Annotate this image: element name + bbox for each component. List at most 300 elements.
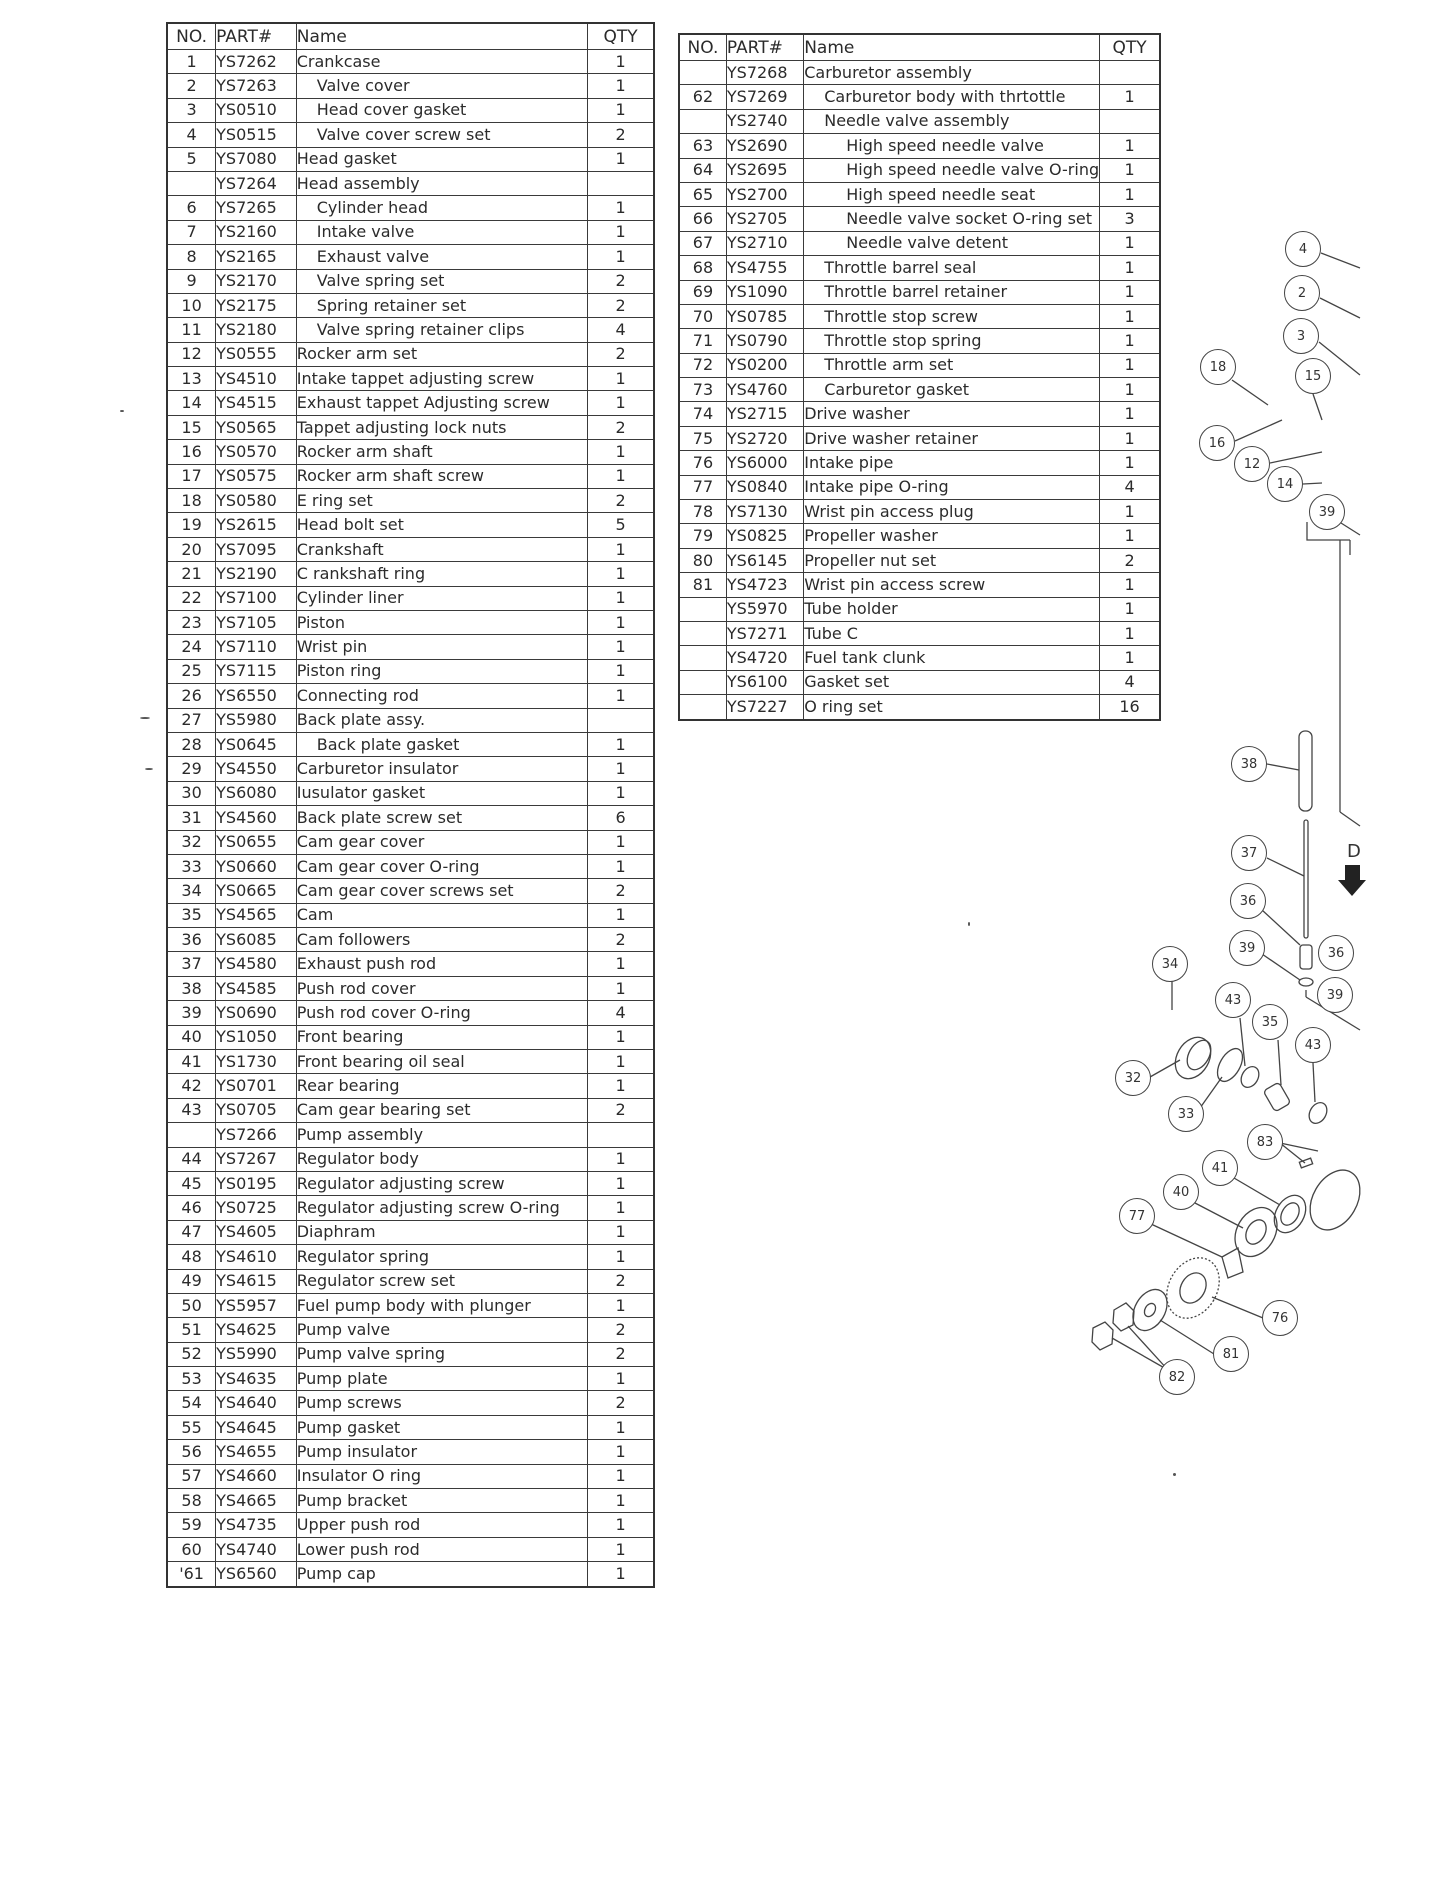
- part-quantity: [588, 171, 654, 195]
- callout-bubble: 18: [1200, 349, 1236, 385]
- part-number-index: 75: [679, 426, 726, 450]
- table-row: [679, 182, 1160, 206]
- part-quantity: 3: [1100, 207, 1160, 231]
- part-number-index: 55: [167, 1415, 216, 1439]
- scan-speck: [140, 717, 150, 719]
- part-quantity: 1: [588, 147, 654, 171]
- part-name: Cam gear cover: [296, 830, 587, 854]
- header-no: NO.: [679, 34, 726, 61]
- table-row: [679, 573, 1160, 597]
- part-name: Regulator adjusting screw O-ring: [296, 1196, 587, 1220]
- part-quantity: 1: [588, 610, 654, 634]
- table-row: [167, 1464, 654, 1488]
- part-quantity: 4: [1100, 475, 1160, 499]
- part-number: YS0840: [726, 475, 803, 499]
- table-row: [167, 1489, 654, 1513]
- part-name: Pump bracket: [296, 1489, 587, 1513]
- part-number: YS7268: [726, 61, 803, 85]
- table-row: [679, 61, 1160, 85]
- part-quantity: 1: [588, 1196, 654, 1220]
- part-quantity: 2: [588, 879, 654, 903]
- part-number: YS2740: [726, 109, 803, 133]
- part-name: Fuel tank clunk: [804, 646, 1100, 670]
- part-name: O ring set: [804, 695, 1100, 720]
- table-row: [167, 976, 654, 1000]
- part-quantity: 1: [588, 659, 654, 683]
- part-number: YS7264: [216, 171, 297, 195]
- table-row: [679, 329, 1160, 353]
- part-name: Head bolt set: [296, 513, 587, 537]
- part-quantity: 1: [588, 1415, 654, 1439]
- table-row: [679, 646, 1160, 670]
- part-number: YS4615: [216, 1269, 297, 1293]
- part-number: YS4735: [216, 1513, 297, 1537]
- part-quantity: 1: [588, 245, 654, 269]
- part-quantity: 1: [1100, 280, 1160, 304]
- part-name: Carburetor insulator: [296, 757, 587, 781]
- table-row: [167, 1147, 654, 1171]
- part-quantity: 1: [588, 1513, 654, 1537]
- part-number-index: [679, 61, 726, 85]
- part-name: Regulator body: [296, 1147, 587, 1171]
- part-number-index: 37: [167, 952, 216, 976]
- part-number-index: 38: [167, 976, 216, 1000]
- part-number-index: 64: [679, 158, 726, 182]
- parts-table-right-body: [679, 61, 1160, 720]
- view-label-d: D: [1347, 841, 1361, 862]
- part-name: Fuel pump body with plunger: [296, 1293, 587, 1317]
- part-name: Throttle barrel seal: [804, 256, 1100, 280]
- table-row: [167, 1562, 654, 1587]
- part-name: E ring set: [296, 489, 587, 513]
- table-row: [167, 123, 654, 147]
- part-number: YS0580: [216, 489, 297, 513]
- part-number-index: 59: [167, 1513, 216, 1537]
- callout-bubble: 39: [1309, 494, 1345, 530]
- part-number: YS7265: [216, 196, 297, 220]
- part-quantity: 1: [588, 1245, 654, 1269]
- part-name: Insulator O ring: [296, 1464, 587, 1488]
- callout-bubble: 32: [1115, 1060, 1151, 1096]
- part-name: High speed needle valve O-ring: [804, 158, 1100, 182]
- part-number: YS5957: [216, 1293, 297, 1317]
- part-name: Rocker arm set: [296, 342, 587, 366]
- part-number: YS7263: [216, 74, 297, 98]
- part-quantity: 2: [588, 928, 654, 952]
- part-quantity: 1: [588, 50, 654, 74]
- part-name: Carburetor assembly: [804, 61, 1100, 85]
- callout-bubble: 43: [1295, 1027, 1331, 1063]
- part-number: YS0701: [216, 1074, 297, 1098]
- part-name: Rocker arm shaft: [296, 440, 587, 464]
- part-number-index: [679, 109, 726, 133]
- part-quantity: 1: [1100, 182, 1160, 206]
- scan-speck: [1173, 1473, 1176, 1476]
- part-number: YS7110: [216, 635, 297, 659]
- part-number-index: 50: [167, 1293, 216, 1317]
- part-number-index: 72: [679, 353, 726, 377]
- part-quantity: 1: [1100, 231, 1160, 255]
- part-number: YS4760: [726, 378, 803, 402]
- table-row: [167, 1196, 654, 1220]
- part-number-index: 49: [167, 1269, 216, 1293]
- part-number: YS0575: [216, 464, 297, 488]
- part-number-index: 13: [167, 367, 216, 391]
- part-number-index: 43: [167, 1098, 216, 1122]
- part-number-index: [679, 597, 726, 621]
- part-name: Pump screws: [296, 1391, 587, 1415]
- callout-bubble: 33: [1168, 1096, 1204, 1132]
- table-row: [167, 318, 654, 342]
- part-quantity: 1: [588, 952, 654, 976]
- part-number-index: 63: [679, 134, 726, 158]
- part-quantity: 1: [588, 635, 654, 659]
- table-row: [167, 1440, 654, 1464]
- part-number: YS4755: [726, 256, 803, 280]
- part-number: YS2710: [726, 231, 803, 255]
- part-number-index: 81: [679, 573, 726, 597]
- part-name: Valve cover: [296, 74, 587, 98]
- part-name: Regulator spring: [296, 1245, 587, 1269]
- part-number-index: 3: [167, 98, 216, 122]
- part-number: YS0660: [216, 854, 297, 878]
- table-row: [167, 391, 654, 415]
- table-row: [679, 231, 1160, 255]
- table-row: [679, 207, 1160, 231]
- part-number-index: 18: [167, 489, 216, 513]
- table-row: [679, 134, 1160, 158]
- part-number-index: 5: [167, 147, 216, 171]
- part-number: YS0665: [216, 879, 297, 903]
- table-row: [167, 245, 654, 269]
- part-number-index: 45: [167, 1171, 216, 1195]
- part-quantity: 1: [588, 903, 654, 927]
- part-quantity: 1: [588, 757, 654, 781]
- part-quantity: 1: [588, 537, 654, 561]
- part-number-index: 7: [167, 220, 216, 244]
- part-number-index: 28: [167, 732, 216, 756]
- part-number-index: 67: [679, 231, 726, 255]
- table-row: [167, 513, 654, 537]
- header-qty: QTY: [1100, 34, 1160, 61]
- part-number: YS2690: [726, 134, 803, 158]
- part-number-index: 36: [167, 928, 216, 952]
- callout-bubble: 36: [1318, 935, 1354, 971]
- table-row: [167, 440, 654, 464]
- part-number: YS4665: [216, 1489, 297, 1513]
- part-quantity: 1: [588, 562, 654, 586]
- table-row: [679, 158, 1160, 182]
- part-number: YS6550: [216, 684, 297, 708]
- part-number-index: 22: [167, 586, 216, 610]
- part-number-index: 78: [679, 500, 726, 524]
- table-row: [167, 1391, 654, 1415]
- part-quantity: 1: [588, 1293, 654, 1317]
- part-number: YS2695: [726, 158, 803, 182]
- header-part: PART#: [216, 23, 297, 50]
- table-row: [167, 830, 654, 854]
- part-quantity: 4: [588, 318, 654, 342]
- part-number-index: 30: [167, 781, 216, 805]
- part-number-index: 77: [679, 475, 726, 499]
- part-quantity: 1: [588, 1464, 654, 1488]
- part-number: YS4655: [216, 1440, 297, 1464]
- part-number-index: 68: [679, 256, 726, 280]
- part-name: Intake tappet adjusting screw: [296, 367, 587, 391]
- part-name: Head gasket: [296, 147, 587, 171]
- part-number-index: 39: [167, 1001, 216, 1025]
- table-row: [679, 85, 1160, 109]
- part-quantity: 1: [588, 440, 654, 464]
- part-name: High speed needle seat: [804, 182, 1100, 206]
- part-quantity: 2: [588, 293, 654, 317]
- part-number: YS4550: [216, 757, 297, 781]
- part-name: Rocker arm shaft screw: [296, 464, 587, 488]
- part-number: YS4560: [216, 806, 297, 830]
- part-quantity: [588, 708, 654, 732]
- part-quantity: 1: [588, 196, 654, 220]
- table-row: [167, 1171, 654, 1195]
- part-quantity: 2: [588, 1318, 654, 1342]
- parts-table-right: [678, 33, 1161, 721]
- part-number: YS0195: [216, 1171, 297, 1195]
- part-quantity: 2: [588, 269, 654, 293]
- header-no: NO.: [167, 23, 216, 50]
- part-name: Intake valve: [296, 220, 587, 244]
- part-number: YS2720: [726, 426, 803, 450]
- callout-bubble: 39: [1229, 930, 1265, 966]
- part-quantity: [1100, 61, 1160, 85]
- part-number-index: 20: [167, 537, 216, 561]
- table-row: [679, 256, 1160, 280]
- callout-bubble: 4: [1285, 231, 1321, 267]
- part-number: YS2180: [216, 318, 297, 342]
- part-number-index: 23: [167, 610, 216, 634]
- part-name: Needle valve detent: [804, 231, 1100, 255]
- part-quantity: 1: [588, 976, 654, 1000]
- part-number: YS0825: [726, 524, 803, 548]
- part-name: Regulator adjusting screw: [296, 1171, 587, 1195]
- part-number-index: 14: [167, 391, 216, 415]
- callout-bubble: 82: [1159, 1359, 1195, 1395]
- part-number-index: 76: [679, 451, 726, 475]
- part-name: Cam gear cover O-ring: [296, 854, 587, 878]
- callout-bubble: 41: [1202, 1150, 1238, 1186]
- part-quantity: 1: [588, 220, 654, 244]
- part-number: YS7267: [216, 1147, 297, 1171]
- part-number-index: 32: [167, 830, 216, 854]
- part-name: Pump valve spring: [296, 1342, 587, 1366]
- part-quantity: 1: [588, 1440, 654, 1464]
- part-quantity: 1: [1100, 402, 1160, 426]
- part-quantity: 4: [588, 1001, 654, 1025]
- part-number: YS2170: [216, 269, 297, 293]
- part-number: YS4580: [216, 952, 297, 976]
- part-quantity: 1: [588, 1537, 654, 1561]
- part-name: Rear bearing: [296, 1074, 587, 1098]
- part-name: Tube holder: [804, 597, 1100, 621]
- part-number: YS4605: [216, 1220, 297, 1244]
- callout-bubble: 14: [1267, 466, 1303, 502]
- part-number-index: 47: [167, 1220, 216, 1244]
- table-row: [167, 928, 654, 952]
- table-row: [679, 280, 1160, 304]
- part-number: YS1090: [726, 280, 803, 304]
- part-quantity: 1: [1100, 304, 1160, 328]
- part-number-index: 74: [679, 402, 726, 426]
- part-number: YS2705: [726, 207, 803, 231]
- table-row: [679, 426, 1160, 450]
- table-row: [167, 708, 654, 732]
- part-name: Head assembly: [296, 171, 587, 195]
- table-row: [167, 879, 654, 903]
- part-quantity: 1: [588, 1489, 654, 1513]
- callout-bubble: 43: [1215, 982, 1251, 1018]
- header-qty: QTY: [588, 23, 654, 50]
- part-quantity: 1: [1100, 134, 1160, 158]
- part-number-index: 33: [167, 854, 216, 878]
- part-number: YS4625: [216, 1318, 297, 1342]
- part-quantity: 1: [1100, 158, 1160, 182]
- table-row: [679, 378, 1160, 402]
- table-row: [167, 1269, 654, 1293]
- part-number-index: 56: [167, 1440, 216, 1464]
- part-number: YS7115: [216, 659, 297, 683]
- table-row: [167, 1220, 654, 1244]
- part-quantity: 1: [1100, 573, 1160, 597]
- part-number-index: 62: [679, 85, 726, 109]
- part-name: Front bearing: [296, 1025, 587, 1049]
- callout-bubble: 35: [1252, 1004, 1288, 1040]
- part-name: Valve cover screw set: [296, 123, 587, 147]
- part-name: Carburetor gasket: [804, 378, 1100, 402]
- table-row: [167, 635, 654, 659]
- part-quantity: 6: [588, 806, 654, 830]
- part-number: YS7095: [216, 537, 297, 561]
- part-number-index: 16: [167, 440, 216, 464]
- table-row: [679, 451, 1160, 475]
- part-number-index: [679, 695, 726, 720]
- part-name: Throttle arm set: [804, 353, 1100, 377]
- part-number: YS7266: [216, 1123, 297, 1147]
- part-name: Crankshaft: [296, 537, 587, 561]
- callout-bubble: 37: [1231, 835, 1267, 871]
- part-quantity: 1: [588, 1025, 654, 1049]
- part-number-index: 8: [167, 245, 216, 269]
- callout-bubble: 36: [1230, 883, 1266, 919]
- part-name: Iusulator gasket: [296, 781, 587, 805]
- part-quantity: 1: [1100, 378, 1160, 402]
- table-row: [679, 695, 1160, 720]
- table-row: [167, 1025, 654, 1049]
- part-quantity: 4: [1100, 670, 1160, 694]
- part-quantity: 1: [1100, 85, 1160, 109]
- header-name: Name: [296, 23, 587, 50]
- part-name: Tappet adjusting lock nuts: [296, 415, 587, 439]
- table-row: [167, 610, 654, 634]
- part-name: High speed needle valve: [804, 134, 1100, 158]
- table-row: [167, 98, 654, 122]
- part-name: Upper push rod: [296, 1513, 587, 1537]
- part-name: Needle valve assembly: [804, 109, 1100, 133]
- table-row: [167, 50, 654, 74]
- part-number-index: [679, 646, 726, 670]
- part-name: Pump gasket: [296, 1415, 587, 1439]
- part-name: Valve spring set: [296, 269, 587, 293]
- part-number: YS0200: [726, 353, 803, 377]
- callout-bubble: 3: [1283, 318, 1319, 354]
- part-number: YS2175: [216, 293, 297, 317]
- part-name: Cam gear bearing set: [296, 1098, 587, 1122]
- part-number-index: 26: [167, 684, 216, 708]
- table-row: [167, 562, 654, 586]
- part-quantity: 1: [1100, 451, 1160, 475]
- part-name: Carburetor body with thrtottle: [804, 85, 1100, 109]
- part-quantity: 2: [588, 1391, 654, 1415]
- part-name: Back plate screw set: [296, 806, 587, 830]
- part-name: Pump insulator: [296, 1440, 587, 1464]
- part-quantity: 2: [588, 489, 654, 513]
- part-number: YS2165: [216, 245, 297, 269]
- part-number-index: 48: [167, 1245, 216, 1269]
- part-number-index: 10: [167, 293, 216, 317]
- part-number: YS0555: [216, 342, 297, 366]
- part-number: YS6080: [216, 781, 297, 805]
- table-row: [679, 524, 1160, 548]
- part-name: Gasket set: [804, 670, 1100, 694]
- part-number-index: 58: [167, 1489, 216, 1513]
- part-number: YS0565: [216, 415, 297, 439]
- table-row: [167, 196, 654, 220]
- part-number: YS0515: [216, 123, 297, 147]
- table-row: [167, 1001, 654, 1025]
- part-name: Throttle stop spring: [804, 329, 1100, 353]
- part-number: YS7227: [726, 695, 803, 720]
- part-quantity: [588, 1123, 654, 1147]
- part-quantity: 1: [588, 1074, 654, 1098]
- part-name: Propeller washer: [804, 524, 1100, 548]
- part-number-index: 2: [167, 74, 216, 98]
- part-number-index: 24: [167, 635, 216, 659]
- part-number: YS7269: [726, 85, 803, 109]
- part-number-index: 79: [679, 524, 726, 548]
- part-number-index: 54: [167, 1391, 216, 1415]
- part-number: YS0725: [216, 1196, 297, 1220]
- part-number-index: 1: [167, 50, 216, 74]
- part-quantity: 1: [588, 367, 654, 391]
- scan-speck: [120, 410, 124, 412]
- part-number: YS7271: [726, 621, 803, 645]
- part-number-index: 11: [167, 318, 216, 342]
- part-quantity: 1: [588, 1367, 654, 1391]
- table-row: [167, 171, 654, 195]
- part-number-index: 41: [167, 1050, 216, 1074]
- part-number: YS4510: [216, 367, 297, 391]
- part-name: Lower push rod: [296, 1537, 587, 1561]
- table-row: [167, 1050, 654, 1074]
- part-quantity: 1: [588, 464, 654, 488]
- part-quantity: 5: [588, 513, 654, 537]
- table-row: [679, 548, 1160, 572]
- table-header-row: [679, 34, 1160, 61]
- table-row: [167, 854, 654, 878]
- callout-bubble: 12: [1234, 446, 1270, 482]
- part-number-index: 17: [167, 464, 216, 488]
- part-name: Propeller nut set: [804, 548, 1100, 572]
- table-row: [167, 1367, 654, 1391]
- table-row: [167, 269, 654, 293]
- part-number-index: 46: [167, 1196, 216, 1220]
